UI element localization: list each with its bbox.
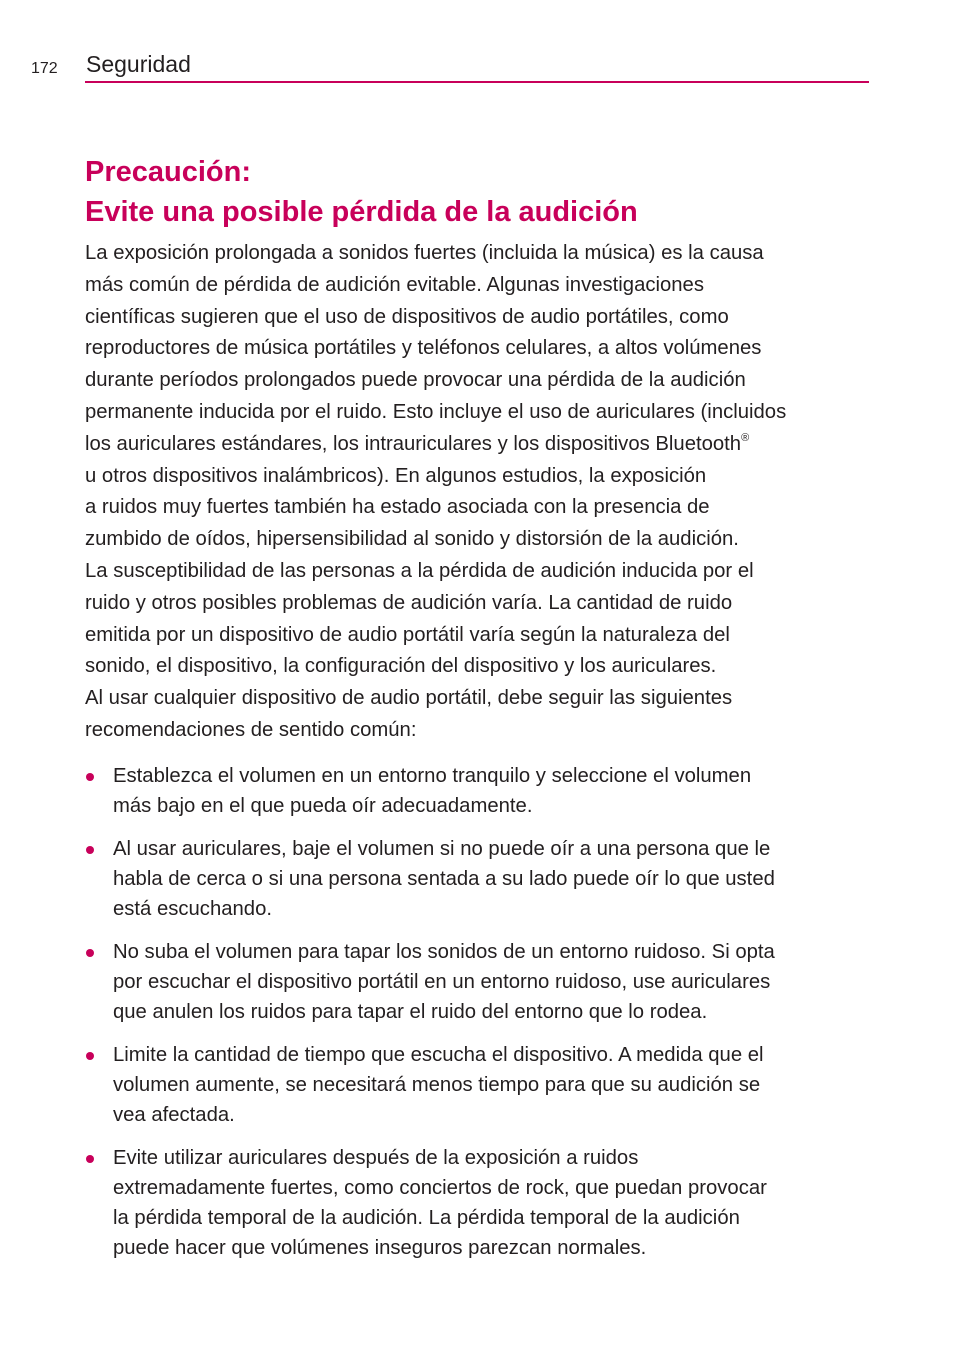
text-line: más común de pérdida de audición evitable. Algunas investigaciones (85, 273, 704, 296)
header-divider (85, 81, 869, 83)
bullet-icon (86, 949, 94, 957)
text-line: Al usar cualquier dispositivo de audio portátil, debe seguir las siguientes (85, 687, 733, 710)
text-line: u otros dispositivos inalámbricos). En algunos estudios, la exposición (85, 464, 707, 487)
text-line: sonido, el dispositivo, la configuración del dispositivo y los auriculares. (85, 655, 717, 678)
section-header: Seguridad (86, 51, 191, 77)
bullet-icon (86, 846, 94, 854)
text-line: zumbido de oídos, hipersensibilidad al sonido y distorsión de la audición. (85, 528, 739, 551)
text-line: La exposición prolongada a sonidos fuertes (incluida la música) es la causa (85, 242, 764, 264)
text-fragment: los auriculares estándares, los intrauriculares y los dispositivos Bluetooth (85, 432, 742, 455)
title-line-1: Precaución: (85, 156, 251, 188)
title-line-2: Evite una posible pérdida de la audición (85, 196, 638, 228)
text-line: habla de cerca o si una persona sentada a su lado puede oír lo que usted (113, 868, 775, 890)
text-line: ruido y otros posibles problemas de audición varía. La cantidad de ruido (85, 591, 733, 614)
list-item (85, 761, 885, 821)
text-line-with-mark (85, 429, 875, 461)
list-item (85, 937, 885, 1027)
text-line: No suba el volumen para tapar los sonidos de un entorno ruidoso. Si opta (113, 941, 775, 963)
text-line: durante períodos prolongados puede provocar una pérdida de la audición (85, 369, 746, 392)
text-line: a ruidos muy fuertes también ha estado asociada con la presencia de (85, 496, 710, 519)
paragraph-2 (85, 556, 875, 683)
recommendations-list (85, 761, 885, 1263)
text-line: Limite la cantidad de tiempo que escucha el dispositivo. A medida que el (113, 1044, 764, 1066)
body-text (85, 238, 875, 747)
bullet-icon (86, 1155, 94, 1163)
text-line: que anulen los ruidos para tapar el ruido del entorno que lo rodea. (113, 1001, 708, 1023)
paragraph-3 (85, 683, 875, 747)
bullet-icon (86, 773, 94, 781)
text-line: por escuchar el dispositivo portátil en un entorno ruidoso, use auriculares (113, 971, 771, 993)
text-line: reproductores de música portátiles y teléfonos celulares, a altos volúmenes (85, 337, 762, 360)
text-line: Al usar auriculares, baje el volumen si no puede oír a una persona que le (113, 838, 771, 860)
text-line: vea afectada. (113, 1104, 235, 1126)
text-line: Establezca el volumen en un entorno tranquilo y seleccione el volumen (113, 765, 752, 787)
list-item (85, 1143, 885, 1263)
paragraph-1 (85, 238, 875, 556)
page-title (85, 152, 638, 232)
text-line: puede hacer que volúmenes inseguros parezcan normales. (113, 1237, 647, 1259)
list-item (85, 1040, 885, 1130)
text-line: volumen aumente, se necesitará menos tiempo para que su audición se (113, 1074, 761, 1096)
text-line: está escuchando. (113, 898, 272, 920)
bullet-icon (86, 1052, 94, 1060)
page-number: 172 (31, 60, 58, 77)
text-line: permanente inducida por el ruido. Esto incluye el uso de auriculares (incluidos (85, 400, 787, 423)
text-line: emitida por un dispositivo de audio portátil varía según la naturaleza del (85, 623, 730, 646)
list-item (85, 834, 885, 924)
text-line: extremadamente fuertes, como conciertos de rock, que puedan provocar (113, 1177, 767, 1199)
text-line: Evite utilizar auriculares después de la exposición a ruidos (113, 1147, 639, 1169)
text-line: más bajo en el que pueda oír adecuadamente. (113, 795, 533, 817)
text-line: la pérdida temporal de la audición. La pérdida temporal de la audición (113, 1207, 740, 1229)
text-line: científicas sugieren que el uso de dispositivos de audio portátiles, como (85, 305, 729, 328)
registered-mark: ® (741, 431, 750, 444)
text-line: recomendaciones de sentido común: (85, 718, 417, 741)
text-line: La susceptibilidad de las personas a la pérdida de audición inducida por el (85, 559, 754, 582)
